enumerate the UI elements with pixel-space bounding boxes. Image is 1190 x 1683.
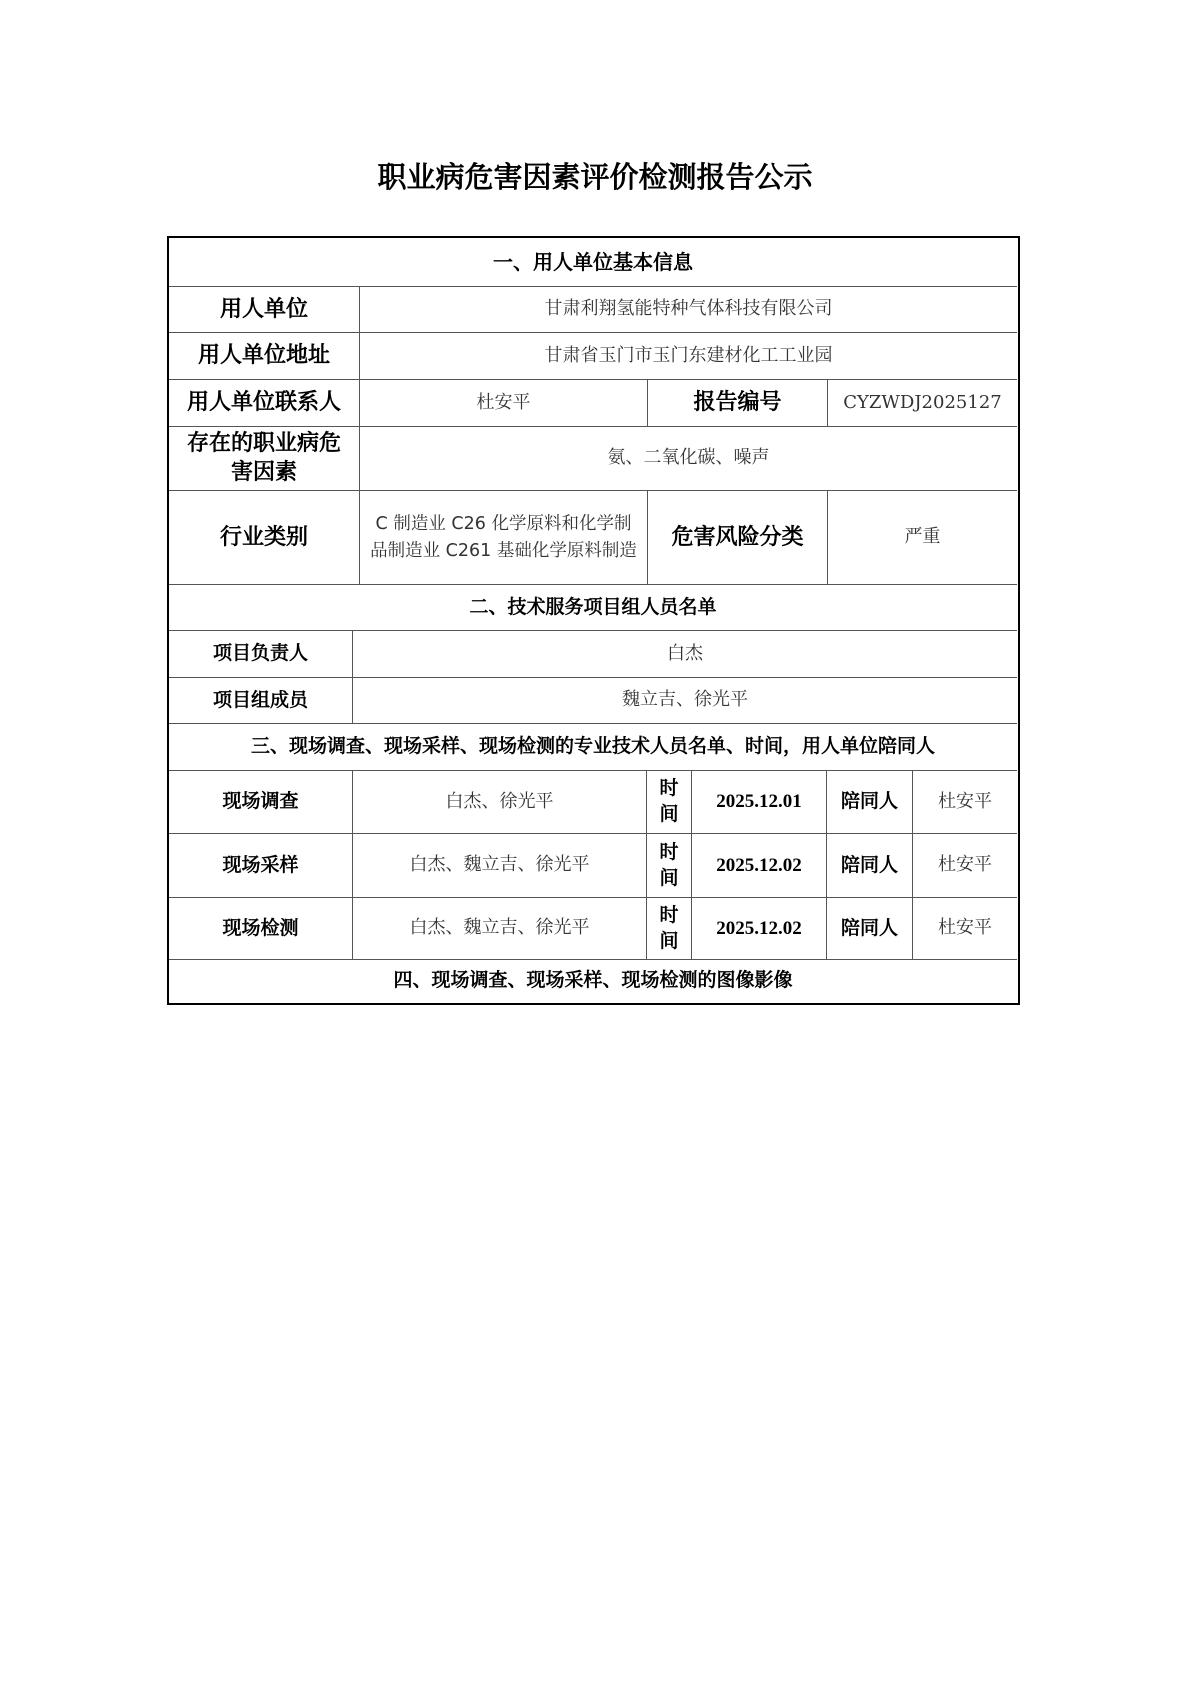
staff-value: 白杰、魏立吉、徐光平 [353, 834, 647, 898]
project-leader-value: 白杰 [353, 631, 1017, 678]
companion-value: 杜安平 [913, 771, 1017, 834]
risk-class-label: 危害风险分类 [648, 491, 828, 585]
report-number-value: CYZWDJ2025127 [828, 380, 1017, 427]
date-value: 2025.12.02 [692, 898, 827, 960]
activity-label: 现场采样 [169, 834, 353, 898]
hazards-value: 氨、二氧化碳、噪声 [360, 427, 1017, 491]
risk-class-value: 严重 [828, 491, 1017, 585]
hazards-label: 存在的职业病危害因素 [169, 427, 360, 491]
employer-label: 用人单位 [169, 287, 360, 333]
contact-label: 用人单位联系人 [169, 380, 360, 427]
staff-value: 白杰、徐光平 [353, 771, 647, 834]
time-label: 时间 [647, 771, 692, 834]
companion-value: 杜安平 [913, 898, 1017, 960]
section4-header: 四、现场调查、现场采样、现场检测的图像影像 [393, 969, 793, 992]
contact-value: 杜安平 [360, 380, 648, 427]
address-label: 用人单位地址 [169, 333, 360, 380]
project-leader-label: 项目负责人 [169, 631, 353, 678]
date-value: 2025.12.01 [692, 771, 827, 834]
project-members-label: 项目组成员 [169, 678, 353, 724]
industry-label: 行业类别 [169, 491, 360, 585]
report-table [167, 236, 1020, 1005]
staff-value: 白杰、魏立吉、徐光平 [353, 898, 647, 960]
project-members-value: 魏立吉、徐光平 [353, 678, 1017, 724]
industry-value: C 制造业 C26 化学原料和化学制品制造业 C261 基础化学原料制造 [360, 491, 648, 585]
page-title: 职业病危害因素评价检测报告公示 [377, 160, 813, 194]
activity-label: 现场检测 [169, 898, 353, 960]
section1-header: 一、用人单位基本信息 [169, 238, 1017, 287]
section2-header: 二、技术服务项目组人员名单 [169, 585, 1017, 631]
address-value: 甘肃省玉门市玉门东建材化工工业园 [360, 333, 1017, 380]
employer-value: 甘肃利翔氢能特种气体科技有限公司 [360, 287, 1017, 333]
date-value: 2025.12.02 [692, 834, 827, 898]
report-number-label: 报告编号 [648, 380, 828, 427]
companion-value: 杜安平 [913, 834, 1017, 898]
activity-label: 现场调查 [169, 771, 353, 834]
time-label: 时间 [647, 834, 692, 898]
companion-label: 陪同人 [827, 771, 913, 834]
companion-label: 陪同人 [827, 834, 913, 898]
companion-label: 陪同人 [827, 898, 913, 960]
time-label: 时间 [647, 898, 692, 960]
section3-header: 三、现场调查、现场采样、现场检测的专业技术人员名单、时间，用人单位陪同人 [169, 724, 1017, 771]
